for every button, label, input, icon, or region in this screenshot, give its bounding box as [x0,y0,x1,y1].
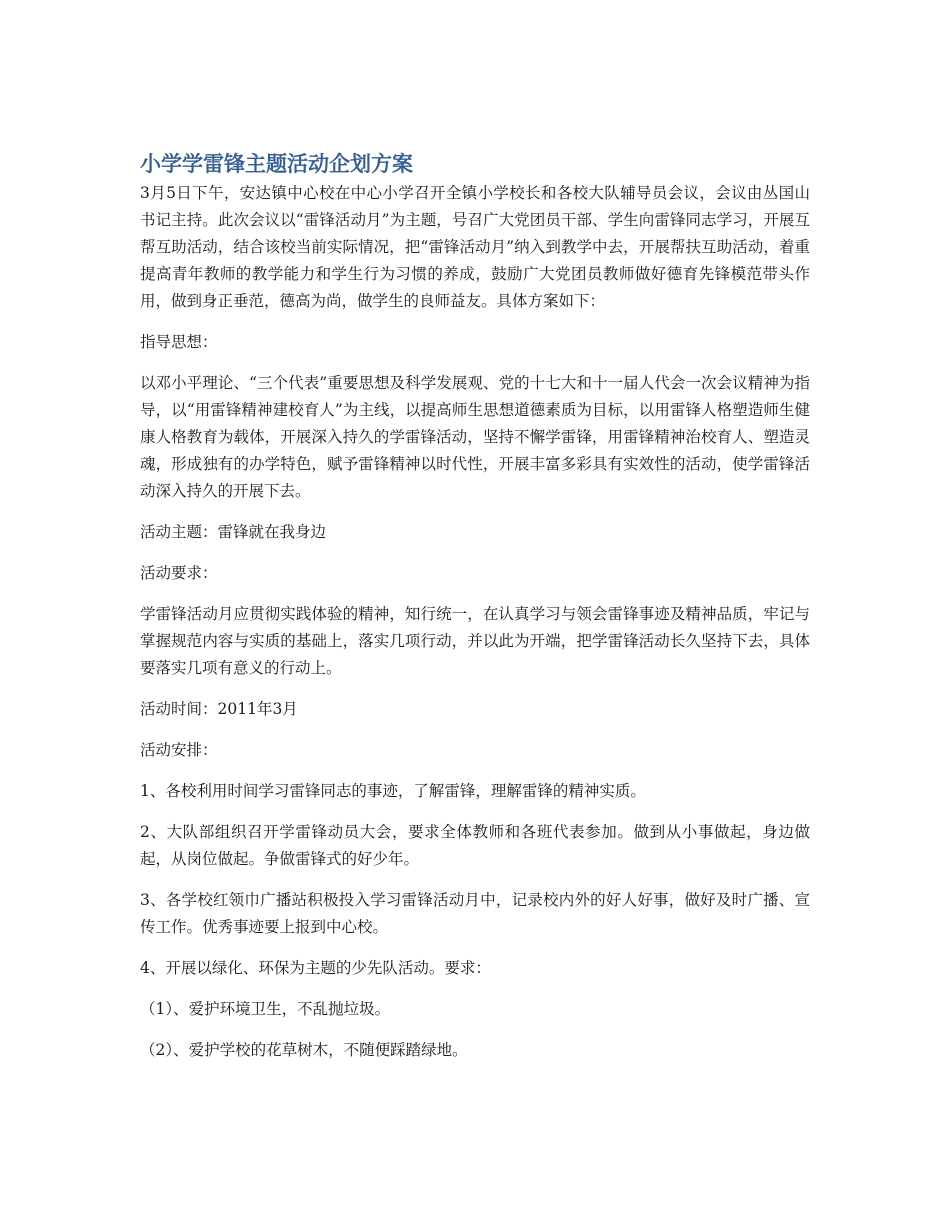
document-page [140,150,810,1078]
arrangement-item: 2、大队部组织召开学雷锋动员大会，要求全体教师和各班代表参加。做到从小事做起，身边做起，从岗位做起。争做雷锋式的好少年。 [140,823,810,868]
requirements-paragraph: 学雷锋活动月应贯彻实践体验的精神，知行统一，在认真学习与领会雷锋事迹及精神品质，牢记与掌握规范内容与实质的基础上，落实几项行动，并以此为开端，把学雷锋活动长久坚持下去，具体要落实几项有意义的行动上。 [140,605,810,677]
arrangement-item: 1、各校利用时间学习雷锋同志的事迹，了解雷锋，理解雷锋的精神实质。 [140,782,646,800]
guiding-paragraph: 以邓小平理论、“三个代表”重要思想及科学发展观、党的十七大和十一届人代会一次会议精神为指导，以“用雷锋精神建校育人”为主线，以提高师生思想道德素质为目标，以用雷锋人格塑造师生健康人格教育为载体，开展深入持久的学雷锋活动，坚持不懈学雷锋，用雷锋精神治校育人、塑造灵魂，形成独有的办学特色，赋予雷锋精神以时代性，开展丰富多彩具有实效性的活动，使学雷锋活动深入持久的开展下去。 [140,374,810,500]
arrangement-heading: 活动安排： [140,741,218,759]
arrangement-item: 4、开展以绿化、环保为主题的少先队活动。要求： [140,959,491,977]
arrangement-subitem: （2）、爱护学校的花草树木，不随便踩踏绿地。 [140,1041,468,1059]
intro-paragraph: 3月5日下午，安达镇中心校在中心小学召开全镇小学校长和各校大队辅导员会议，会议由丛国山书记主持。此次会议以“雷锋活动月”为主题，号召广大党团员干部、学生向雷锋同志学习，开展互帮互助活动，结合该校当前实际情况，把“雷锋活动月”纳入到教学中去，开展帮扶互助活动，着重提高青年教师的教学能力和学生行为习惯的养成，鼓励广大党团员教师做好德育先锋模范带头作用，做到身正垂范，德高为尚，做学生的良师益友。具体方案如下： [140,184,810,310]
arrangement-subitem: （1）、爱护环境卫生，不乱抛垃圾。 [140,1000,391,1018]
activity-time: 活动时间：2011年3月 [140,700,298,718]
arrangement-item: 3、各学校红领巾广播站积极投入学习雷锋活动月中，记录校内外的好人好事，做好及时广播、宣传工作。优秀事迹要上报到中心校。 [140,891,810,936]
document-title: 小学学雷锋主题活动企划方案 [140,152,413,176]
activity-theme: 活动主题：雷锋就在我身边 [140,523,327,541]
requirements-heading: 活动要求： [140,564,218,582]
guiding-heading: 指导思想： [140,333,218,351]
